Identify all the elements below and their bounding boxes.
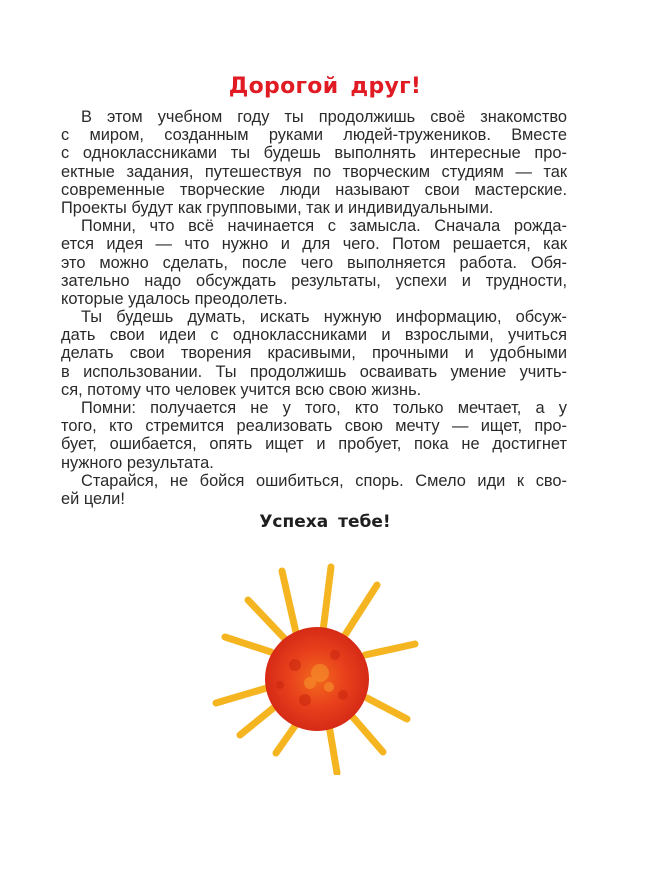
text-line: В этом учебном году ты продолжишь своё знакомство xyxy=(81,108,567,126)
closing-wish: Успеха тебе! xyxy=(259,512,391,532)
page-title: Дорогой друг! xyxy=(228,74,422,99)
text-line: того, кто стремится реализовать свою мечту — ищет, про- xyxy=(61,417,567,436)
sun-craft-icon xyxy=(205,555,425,775)
letter-body xyxy=(61,108,567,508)
text-line: с миром, созданным руками людей-тружеников. Вместе xyxy=(61,126,567,145)
text-line: Старайся, не бойся ошибиться, спорь. Смело иди к сво- xyxy=(81,471,567,490)
text-line: нужного результата. xyxy=(61,453,214,472)
text-line: ей цели! xyxy=(61,489,125,508)
text-line: дать свои идеи с одноклассниками и взрослыми, учиться xyxy=(61,326,567,345)
text-line: ется идея — что нужно и для чего. Потом решается, как xyxy=(61,235,567,254)
text-line: бует, ошибается, опять ищет и пробует, пока не достигнет xyxy=(61,435,567,454)
text-line: это можно сделать, после чего выполняется работа. Обя- xyxy=(61,253,567,272)
text-line: делать свои творения красивыми, прочными и удобными xyxy=(61,344,567,363)
text-line: в использовании. Ты продолжишь осваивать умение учить- xyxy=(61,362,567,381)
text-line: Ты будешь думать, искать нужную информацию, обсуж- xyxy=(81,308,567,327)
text-line: Помни: получается не у того, кто только мечтает, а у xyxy=(81,399,567,417)
text-line: современные творческие люди называют свои мастерские. xyxy=(61,180,567,199)
text-line: ектные задания, путешествуя по творческим студиям — так xyxy=(61,162,567,181)
text-line: ся, потому что человек учится всю свою жизнь. xyxy=(61,380,422,399)
text-line: с одноклассниками ты будешь выполнять интересные про- xyxy=(61,144,567,163)
text-line: Помни, что всё начинается с замысла. Сначала рожда- xyxy=(81,217,567,236)
text-line: Проекты будут как групповыми, так и индивидуальными. xyxy=(61,198,494,217)
text-line: которые удалось преодолеть. xyxy=(61,289,288,308)
text-line: зательно надо обсуждать результаты, успехи и трудности, xyxy=(61,271,567,290)
